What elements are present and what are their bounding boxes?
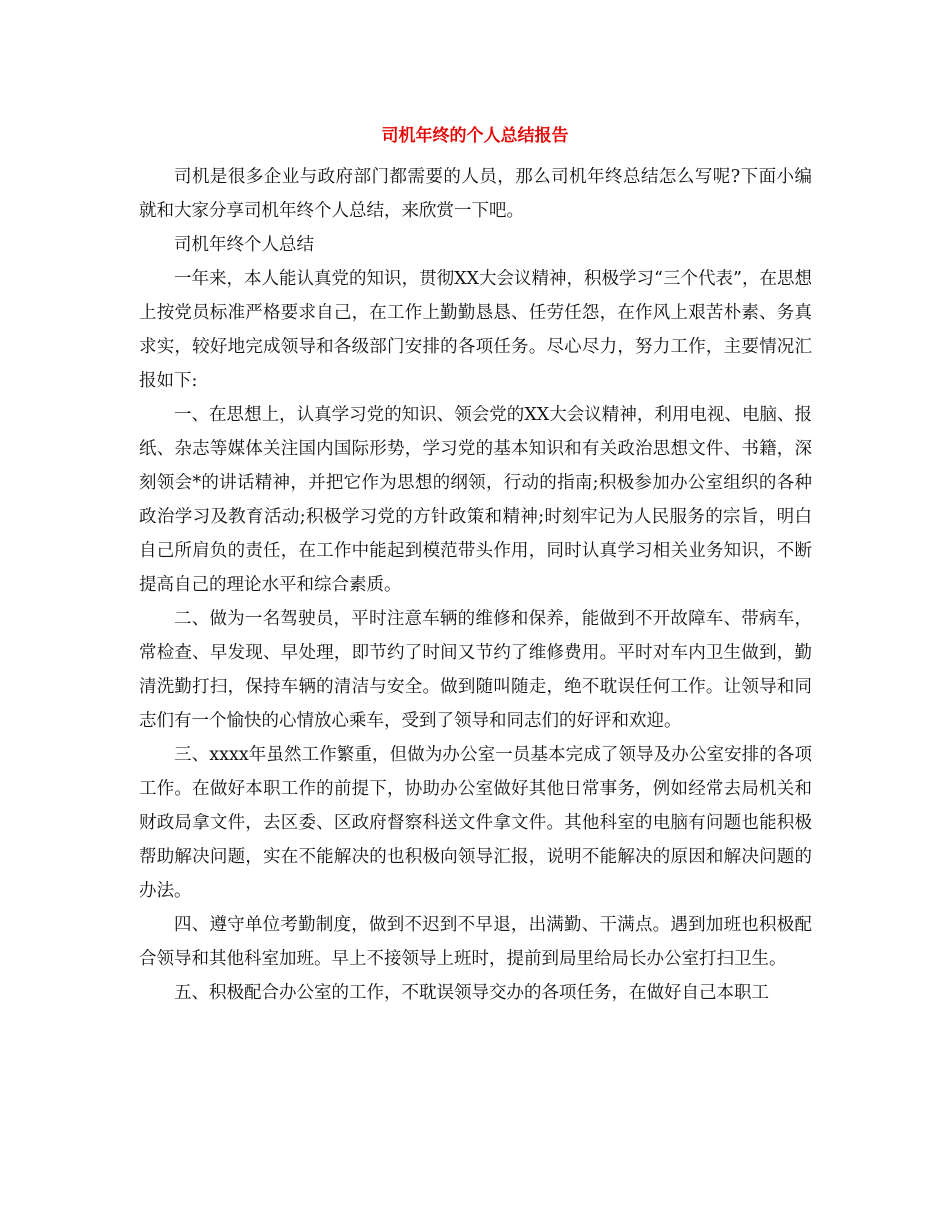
section-heading: 司机年终个人总结 [174, 235, 314, 255]
document-body [139, 160, 812, 1010]
body-paragraph: 五、积极配合办公室的工作，不耽误领导交办的各项任务，在做好自己本职工 [174, 983, 769, 1003]
body-paragraph: 四、遵守单位考勤制度，做到不迟到不早退，出满勤、干满点。遇到加班也积极配合领导和其他科室加班。早上不接领导上班时，提前到局里给局长办公室打扫卫生。 [139, 915, 812, 969]
body-paragraph: 一、在思想上，认真学习党的知识、领会党的XX大会议精神，利用电视、电脑、报纸、杂志等媒体关注国内国际形势，学习党的基本知识和有关政治思想文件、书籍，深刻领会*的讲话精神，并把它作为思想的纲领，行动的指南;积极参加办公室组织的各种政治学习及教育活动;积极学习党的方针政策和精神;时刻牢记为人民服务的宗旨，明白自己所肩负的责任，在工作中能起到模范带头作用，同时认真学习相关业务知识，不断提高自己的理论水平和综合素质。 [139, 405, 812, 595]
body-paragraph: 三、xxxx年虽然工作繁重，但做为办公室一员基本完成了领导及办公室安排的各项工作。在做好本职工作的前提下，协助办公室做好其他日常事务，例如经常去局机关和财政局拿文件，去区委、区政府督察科送文件拿文件。其他科室的电脑有问题也能积极帮助解决问题，实在不能解决的也积极向领导汇报，说明不能解决的原因和解决问题的办法。 [139, 745, 812, 901]
document-title: 司机年终的个人总结报告 [381, 126, 569, 146]
body-paragraph: 一年来，本人能认真党的知识，贯彻XX大会议精神，积极学习“三个代表”，在思想上按党员标准严格要求自己，在工作上勤勤恳恳、任劳任怨，在作风上艰苦朴素、务真求实，较好地完成领导和各级部门安排的各项任务。尽心尽力，努力工作，主要情况汇报如下: [139, 269, 812, 391]
intro-paragraph: 司机是很多企业与政府部门都需要的人员，那么司机年终总结怎么写呢?下面小编就和大家分享司机年终个人总结，来欣赏一下吧。 [139, 167, 812, 221]
body-paragraph: 二、做为一名驾驶员，平时注意车辆的维修和保养，能做到不开故障车、带病车，常检查、早发现、早处理，即节约了时间又节约了维修费用。平时对车内卫生做到，勤清洗勤打扫，保持车辆的清洁与安全。做到随叫随走，绝不耽误任何工作。让领导和同志们有一个愉快的心情放心乘车，受到了领导和同志们的好评和欢迎。 [139, 609, 812, 731]
